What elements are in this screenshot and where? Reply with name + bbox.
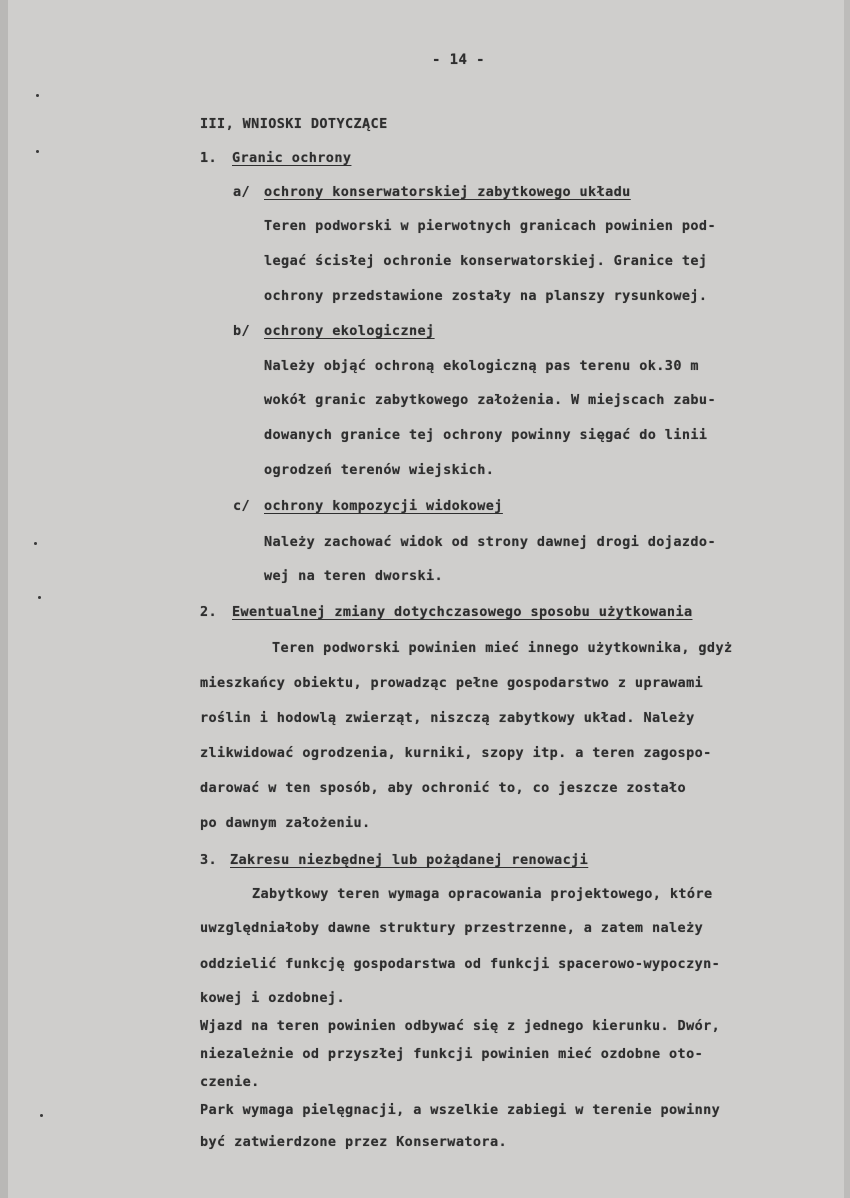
item1a-title: ochrony konserwatorskiej zabytkowego układu <box>264 184 631 200</box>
item1b-title: ochrony ekologicznej <box>264 323 435 339</box>
item1b-line: dowanych granice tej ochrony powinny sięgać do linii <box>264 427 708 443</box>
item1b-line: Należy objąć ochroną ekologiczną pas terenu ok.30 m <box>264 358 699 374</box>
item3-line: uwzględniałoby dawne struktury przestrzenne, a zatem należy <box>200 920 704 936</box>
item3-line: oddzielić funkcję gospodarstwa od funkcji spacerowo-wypoczyn- <box>200 956 721 972</box>
item1a-line: Teren podworski w pierwotnych granicach powinien pod- <box>264 218 716 234</box>
item1-title: Granic ochrony <box>232 150 352 166</box>
item1c-line: Należy zachować widok od strony dawnej drogi dojazdo- <box>264 534 716 550</box>
section-heading: III, WNIOSKI DOTYCZĄCE <box>200 116 388 132</box>
scan-speck <box>36 150 39 153</box>
item1a-label: a/ <box>233 184 251 200</box>
item3-line: czenie. <box>200 1074 260 1090</box>
item3-line: być zatwierdzone przez Konserwatora. <box>200 1134 507 1150</box>
item2-line: zlikwidować ogrodzenia, kurniki, szopy itp. a teren zagospo- <box>200 745 712 761</box>
scan-speck <box>38 596 41 599</box>
item3-title: Zakresu niezbędnej lub pożądanej renowacji <box>230 852 589 868</box>
item3-number: 3. <box>200 852 218 868</box>
item1c-title: ochrony kompozycji widokowej <box>264 498 503 514</box>
item2-line: mieszkańcy obiektu, prowadząc pełne gospodarstwo z uprawami <box>200 675 704 691</box>
item2-title: Ewentualnej zmiany dotychczasowego sposobu użytkowania <box>232 604 693 620</box>
page-edge-right <box>844 0 850 1198</box>
item3-line: kowej i ozdobnej. <box>200 990 345 1006</box>
page-edge-left <box>0 0 8 1198</box>
item2-line: darować w ten sposób, aby ochronić to, co jeszcze zostało <box>200 780 687 796</box>
item1b-line: ogrodzeń terenów wiejskich. <box>264 462 495 478</box>
item3-line: Zabytkowy teren wymaga opracowania projektowego, które <box>252 886 713 902</box>
item2-line: po dawnym założeniu. <box>200 815 371 831</box>
item1c-line: wej na teren dworski. <box>264 568 444 584</box>
item2-line: roślin i hodowlą zwierząt, niszczą zabytkowy układ. Należy <box>200 710 695 726</box>
item1a-line: ochrony przedstawione zostały na planszy rysunkowej. <box>264 288 708 304</box>
scan-speck <box>34 542 37 545</box>
item3-line: Park wymaga pielęgnacji, a wszelkie zabiegi w terenie powinny <box>200 1102 721 1118</box>
item2-line: Teren podworski powinien mieć innego użytkownika, gdyż <box>272 640 733 656</box>
scan-speck <box>40 1114 43 1117</box>
page-number: - 14 - <box>432 52 485 68</box>
item3-line: niezależnie od przyszłej funkcji powinien mieć ozdobne oto- <box>200 1046 704 1062</box>
item3-line: Wjazd na teren powinien odbywać się z jednego kierunku. Dwór, <box>200 1018 721 1034</box>
item1c-label: c/ <box>233 498 251 514</box>
item1a-line: legać ścisłej ochronie konserwatorskiej. Granice tej <box>264 253 708 269</box>
item1-number: 1. <box>200 150 218 166</box>
item2-number: 2. <box>200 604 218 620</box>
scan-speck <box>36 94 39 97</box>
item1b-label: b/ <box>233 323 251 339</box>
item1b-line: wokół granic zabytkowego założenia. W miejscach zabu- <box>264 392 716 408</box>
